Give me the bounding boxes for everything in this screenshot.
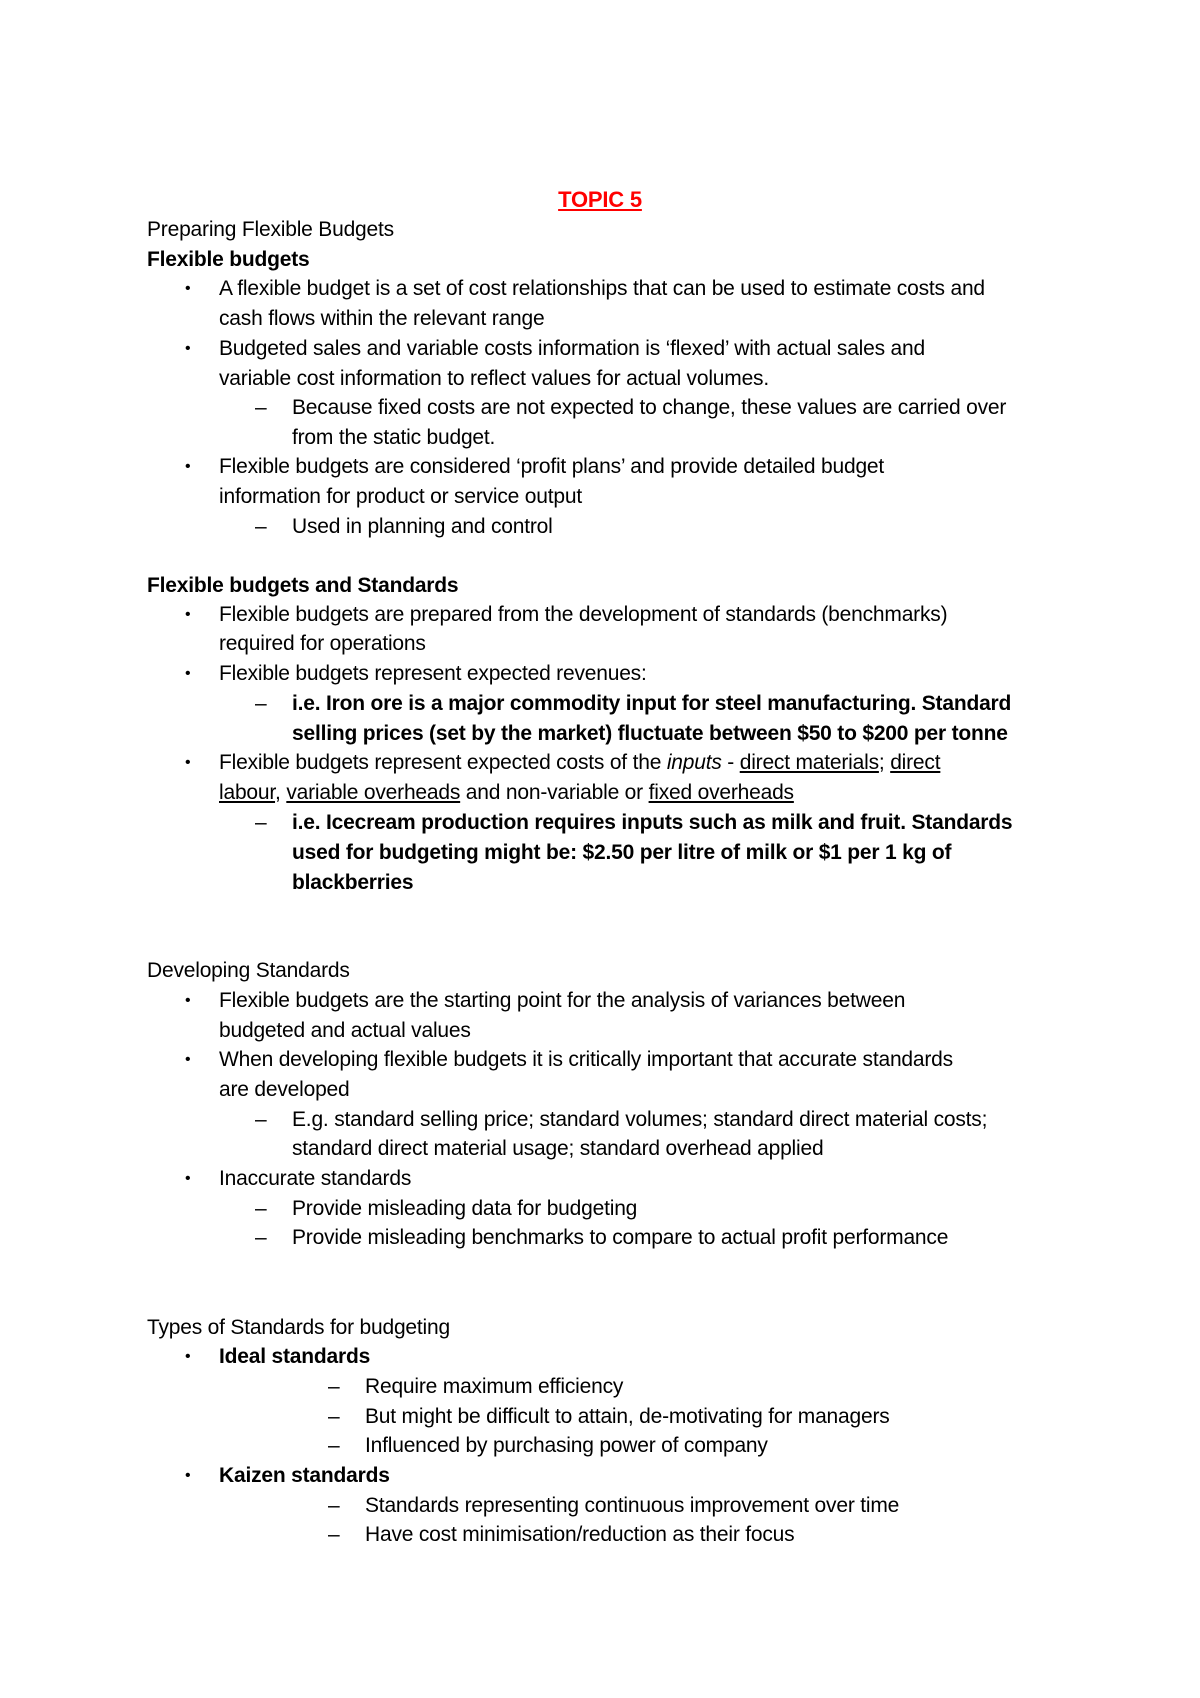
dash-icon: – bbox=[328, 1494, 340, 1517]
sub-bullet-text: from the static budget. bbox=[292, 426, 496, 449]
bullet-text: When developing flexible budgets it is critically important that accurate standards bbox=[219, 1048, 953, 1071]
bullet-text: cash flows within the relevant range bbox=[219, 307, 545, 330]
sub-bullet-text: standard direct material usage; standard overhead applied bbox=[292, 1137, 824, 1160]
text-run: , bbox=[275, 781, 287, 804]
section-heading-developing-standards: Developing Standards bbox=[147, 959, 350, 982]
bullet-text bbox=[219, 749, 940, 777]
bullet-icon: • bbox=[185, 992, 191, 1009]
text-run: and non-variable or bbox=[460, 781, 649, 804]
text-run: ; bbox=[878, 751, 891, 774]
sub-bullet-text: Provide misleading benchmarks to compare to actual profit performance bbox=[292, 1226, 949, 1249]
dash-icon: – bbox=[328, 1375, 340, 1398]
bullet-icon: • bbox=[185, 606, 191, 623]
text-run-inputs: inputs bbox=[666, 751, 722, 774]
sub-bullet-text: blackberries bbox=[292, 871, 414, 894]
bullet-text: Flexible budgets represent expected revenues: bbox=[219, 662, 647, 685]
dash-icon: – bbox=[255, 1226, 267, 1249]
bullet-icon: • bbox=[185, 754, 191, 771]
dash-icon: – bbox=[328, 1523, 340, 1546]
bullet-text: variable cost information to reflect values for actual volumes. bbox=[219, 367, 769, 390]
section-heading-flexible-budgets: Flexible budgets bbox=[147, 248, 310, 271]
bullet-text: Kaizen standards bbox=[219, 1464, 390, 1487]
text-run-direct: direct bbox=[890, 751, 941, 774]
section-heading-types-of-standards: Types of Standards for budgeting bbox=[147, 1316, 450, 1339]
document-subtitle: Preparing Flexible Budgets bbox=[147, 218, 394, 241]
bullet-text: Budgeted sales and variable costs information is ‘flexed’ with actual sales and bbox=[219, 337, 925, 360]
bullet-text: Inaccurate standards bbox=[219, 1167, 412, 1190]
text-run-fixed-overheads: fixed overheads bbox=[648, 781, 794, 804]
sub-bullet-text: selling prices (set by the market) fluctuate between $50 to $200 per tonne bbox=[292, 722, 1008, 745]
bullet-text: budgeted and actual values bbox=[219, 1019, 471, 1042]
bullet-text: information for product or service output bbox=[219, 485, 582, 508]
section-heading-flexible-budgets-and-standards: Flexible budgets and Standards bbox=[147, 574, 459, 597]
bullet-text: Ideal standards bbox=[219, 1345, 371, 1368]
bullet-icon: • bbox=[185, 280, 191, 297]
bullet-text: Flexible budgets are considered ‘profit plans’ and provide detailed budget bbox=[219, 455, 885, 478]
sub-bullet-text: Influenced by purchasing power of company bbox=[365, 1434, 768, 1457]
text-run-variable-overheads: variable overheads bbox=[286, 781, 461, 804]
bullet-icon: • bbox=[185, 340, 191, 357]
bullet-text: are developed bbox=[219, 1078, 350, 1101]
bullet-text: Flexible budgets are the starting point for the analysis of variances between bbox=[219, 989, 906, 1012]
sub-bullet-text: Provide misleading data for budgeting bbox=[292, 1197, 638, 1220]
dash-icon: – bbox=[255, 692, 267, 715]
text-run-labour: labour bbox=[219, 781, 276, 804]
dash-icon: – bbox=[328, 1405, 340, 1428]
dash-icon: – bbox=[255, 1197, 267, 1220]
sub-bullet-text: used for budgeting might be: $2.50 per litre of milk or $1 per 1 kg of bbox=[292, 841, 952, 864]
bullet-text: required for operations bbox=[219, 632, 426, 655]
text-run-direct-materials: direct materials bbox=[739, 751, 879, 774]
sub-bullet-text: Have cost minimisation/reduction as their focus bbox=[365, 1523, 795, 1546]
dash-icon: – bbox=[328, 1434, 340, 1457]
bullet-icon: • bbox=[185, 458, 191, 475]
sub-bullet-text: Require maximum efficiency bbox=[365, 1375, 624, 1398]
text-run: - bbox=[721, 751, 740, 774]
sub-bullet-text: i.e. Icecream production requires inputs such as milk and fruit. Standards bbox=[292, 811, 1013, 834]
sub-bullet-text: Standards representing continuous improvement over time bbox=[365, 1494, 900, 1517]
sub-bullet-text: Because fixed costs are not expected to change, these values are carried over bbox=[292, 396, 1007, 419]
dash-icon: – bbox=[255, 515, 267, 538]
bullet-text: Flexible budgets are prepared from the development of standards (benchmarks) bbox=[219, 603, 948, 626]
bullet-icon: • bbox=[185, 1170, 191, 1187]
dash-icon: – bbox=[255, 811, 267, 834]
sub-bullet-text: E.g. standard selling price; standard volumes; standard direct material costs; bbox=[292, 1108, 988, 1131]
bullet-icon: • bbox=[185, 1051, 191, 1068]
bullet-text: A flexible budget is a set of cost relationships that can be used to estimate costs and bbox=[219, 277, 985, 300]
sub-bullet-text: But might be difficult to attain, de-motivating for managers bbox=[365, 1405, 890, 1428]
text-run: Flexible budgets represent expected costs of the bbox=[219, 751, 667, 774]
bullet-icon: • bbox=[185, 1348, 191, 1365]
bullet-text bbox=[219, 779, 794, 807]
sub-bullet-text: i.e. Iron ore is a major commodity input for steel manufacturing. Standard bbox=[292, 692, 1012, 715]
page-title: TOPIC 5 bbox=[558, 187, 642, 212]
bullet-icon: • bbox=[185, 1467, 191, 1484]
bullet-icon: • bbox=[185, 665, 191, 682]
sub-bullet-text: Used in planning and control bbox=[292, 515, 553, 538]
dash-icon: – bbox=[255, 1108, 267, 1131]
dash-icon: – bbox=[255, 396, 267, 419]
